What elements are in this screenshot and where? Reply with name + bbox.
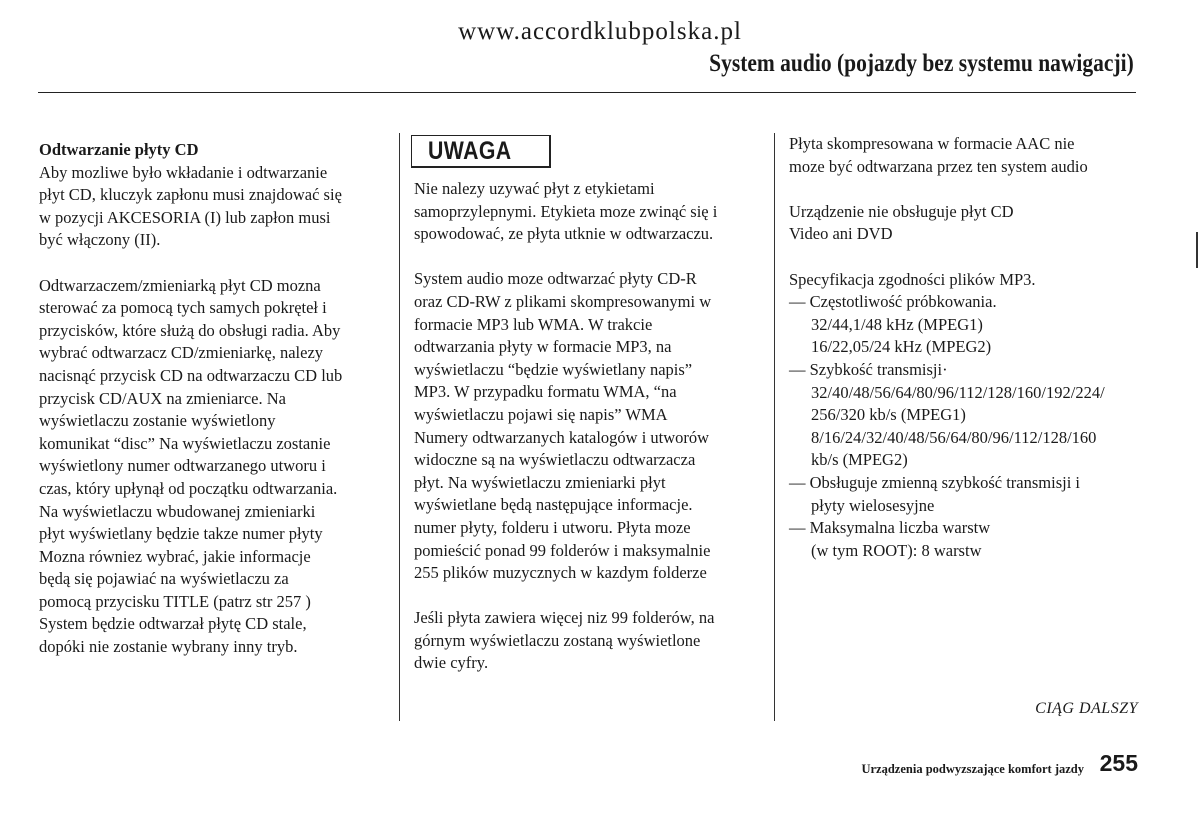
- spec-layers: (w tym ROOT): 8 warstw: [811, 540, 982, 560]
- header-rule: [38, 92, 1136, 93]
- spec-sampling-mpeg1: 32/44,1/48 kHz (MPEG1): [811, 314, 983, 334]
- text-line: Jeśli płyta zawiera więcej niz 99 folderów, na: [414, 608, 715, 628]
- text-line: formacie MP3 lub WMA. W trakcie: [414, 314, 653, 334]
- column-divider-left: [399, 133, 400, 721]
- spec-bitrate-label: — Szybkość transmisji·: [789, 359, 948, 379]
- column-1: [39, 139, 389, 681]
- text-line: System będzie odtwarzał płytę CD stale,: [39, 614, 307, 634]
- spec-layers: — Maksymalna liczba warstw: [789, 518, 991, 538]
- notice-underline: [411, 167, 551, 168]
- notice-box: [411, 135, 551, 167]
- notice-label: UWAGA: [428, 137, 512, 165]
- continued-label: CIĄG DALSZY: [1035, 700, 1138, 717]
- spec-sampling-label: — Częstotliwość próbkowania.: [789, 292, 997, 312]
- text-line: System audio moze odtwarzać płyty CD-R: [414, 269, 697, 289]
- text-line: Mozna równiez wybrać, jakie informacje: [39, 546, 311, 566]
- text-line: Urządzenie nie obsługuje płyt CD: [789, 201, 1014, 221]
- text-line: wyświetlane będą następujące informacje.: [414, 495, 693, 515]
- text-line: Video ani DVD: [789, 224, 893, 244]
- spec-sampling-mpeg2: 16/22,05/24 kHz (MPEG2): [811, 337, 992, 357]
- spec-bitrate-mpeg1: 32/40/48/56/64/80/96/112/128/160/192/224/: [811, 382, 1105, 402]
- spec-bitrate-mpeg2: 8/16/24/32/40/48/56/64/80/96/112/128/160: [811, 427, 1097, 447]
- text-line: Na wyświetlaczu wbudowanej zmieniarki: [39, 501, 316, 521]
- text-line: spowodować, ze płyta utknie w odtwarzaczu.: [414, 224, 714, 244]
- text-line: pomieścić ponad 99 folderów i maksymalnie: [414, 540, 711, 560]
- text-line: odtwarzania płyty w formacie MP3, na: [414, 337, 672, 357]
- column-3: [789, 133, 1139, 562]
- text-line: przycisków, które służą do obsługi radia. Aby: [39, 320, 341, 340]
- text-line: MP3. W przypadku formatu WMA, “na: [414, 382, 677, 402]
- text-line: przycisk CD/AUX na zmieniarce. Na: [39, 388, 286, 408]
- text-line: płyt. Na wyświetlaczu zmieniarki płyt: [414, 472, 666, 492]
- text-line: w pozycji AKCESORIA (I) lub zapłon musi: [39, 207, 331, 227]
- text-line: Numery odtwarzanych katalogów i utworów: [414, 427, 710, 447]
- paragraph-folders: [414, 607, 764, 675]
- text-line: 255 plików muzycznych w kazdym folderze: [414, 563, 707, 583]
- text-line: Odtwarzaczem/zmieniarką płyt CD mozna: [39, 275, 321, 295]
- text-line: widoczne są na wyświetlaczu odtwarzacza: [414, 450, 696, 470]
- spec-heading: Specyfikacja zgodności plików MP3.: [789, 269, 1036, 289]
- text-line: wyświetlaczu pojawi się napis” WMA: [414, 404, 668, 424]
- column-2: [414, 178, 764, 698]
- spec-vbr: — Obsługuje zmienną szybkość transmisji i: [789, 472, 1080, 492]
- chapter-footer: Urządzenia podwyzszające komfort jazdy: [861, 762, 1084, 776]
- subsection-heading: Odtwarzanie płyty CD: [39, 140, 199, 159]
- edge-tab-mark: [1196, 232, 1198, 268]
- paragraph-video-dvd: [789, 201, 1139, 246]
- text-line: oraz CD-RW z plikami skompresowanymi w: [414, 291, 712, 311]
- text-line: pomocą przycisku TITLE (patrz str 257 ): [39, 591, 311, 611]
- spec-vbr: płyty wielosesyjne: [811, 495, 935, 515]
- site-url: www.accordklubpolska.pl: [458, 18, 742, 45]
- text-line: wybrać odtwarzacz CD/zmieniarkę, nalezy: [39, 343, 324, 363]
- text-line: samoprzylepnymi. Etykieta moze zwinąć się i: [414, 201, 718, 221]
- text-line: Płyta skompresowana w formacie AAC nie: [789, 134, 1075, 153]
- mp3-spec-list: [789, 269, 1139, 563]
- text-line: numer płyty, folderu i utworu. Płyta moze: [414, 517, 691, 537]
- paragraph-mp3-wma: [414, 268, 764, 584]
- spec-bitrate-mpeg2: kb/s (MPEG2): [811, 450, 908, 470]
- section-title: System audio (pojazdy bez systemu nawigacji): [709, 50, 1134, 77]
- text-line: wyświetlaczu “będzie wyświetlany napis”: [414, 359, 693, 379]
- page-number: 255: [1099, 750, 1138, 776]
- paragraph-aac: [789, 133, 1139, 178]
- text-line: sterować za pomocą tych samych pokręteł i: [39, 298, 327, 318]
- text-line: Nie nalezy uzywać płyt z etykietami: [414, 179, 655, 198]
- text-line: wyświetlaczu zostanie wyświetlony: [39, 411, 276, 431]
- text-line: czas, który upłynął od początku odtwarzania.: [39, 478, 338, 498]
- text-line: górnym wyświetlaczu zostaną wyświetlone: [414, 630, 701, 650]
- text-line: płyt wyświetlany będzie takze numer płyty: [39, 524, 323, 544]
- text-line: wyświetlony numer odtwarzanego utworu i: [39, 456, 326, 476]
- spec-bitrate-mpeg1: 256/320 kb/s (MPEG1): [811, 405, 966, 425]
- text-line: Aby mozliwe było wkładanie i odtwarzanie: [39, 162, 328, 182]
- text-line: dopóki nie zostanie wybrany inny tryb.: [39, 637, 298, 657]
- text-line: płyt CD, kluczyk zapłonu musi znajdować się: [39, 185, 342, 205]
- paragraph-label-warning: [414, 178, 764, 246]
- text-line: komunikat “disc” Na wyświetlaczu zostanie: [39, 433, 331, 453]
- text-line: dwie cyfry.: [414, 653, 489, 673]
- paragraph-cd-controls: [39, 275, 389, 659]
- text-line: będą się pojawiać na wyświetlaczu za: [39, 569, 289, 589]
- text-line: być włączony (II).: [39, 230, 161, 250]
- text-line: nacisnąć przycisk CD na odtwarzaczu CD lub: [39, 365, 343, 385]
- paragraph-ignition: [39, 162, 389, 252]
- column-divider-right: [774, 133, 775, 721]
- text-line: moze być odtwarzana przez ten system audio: [789, 156, 1088, 176]
